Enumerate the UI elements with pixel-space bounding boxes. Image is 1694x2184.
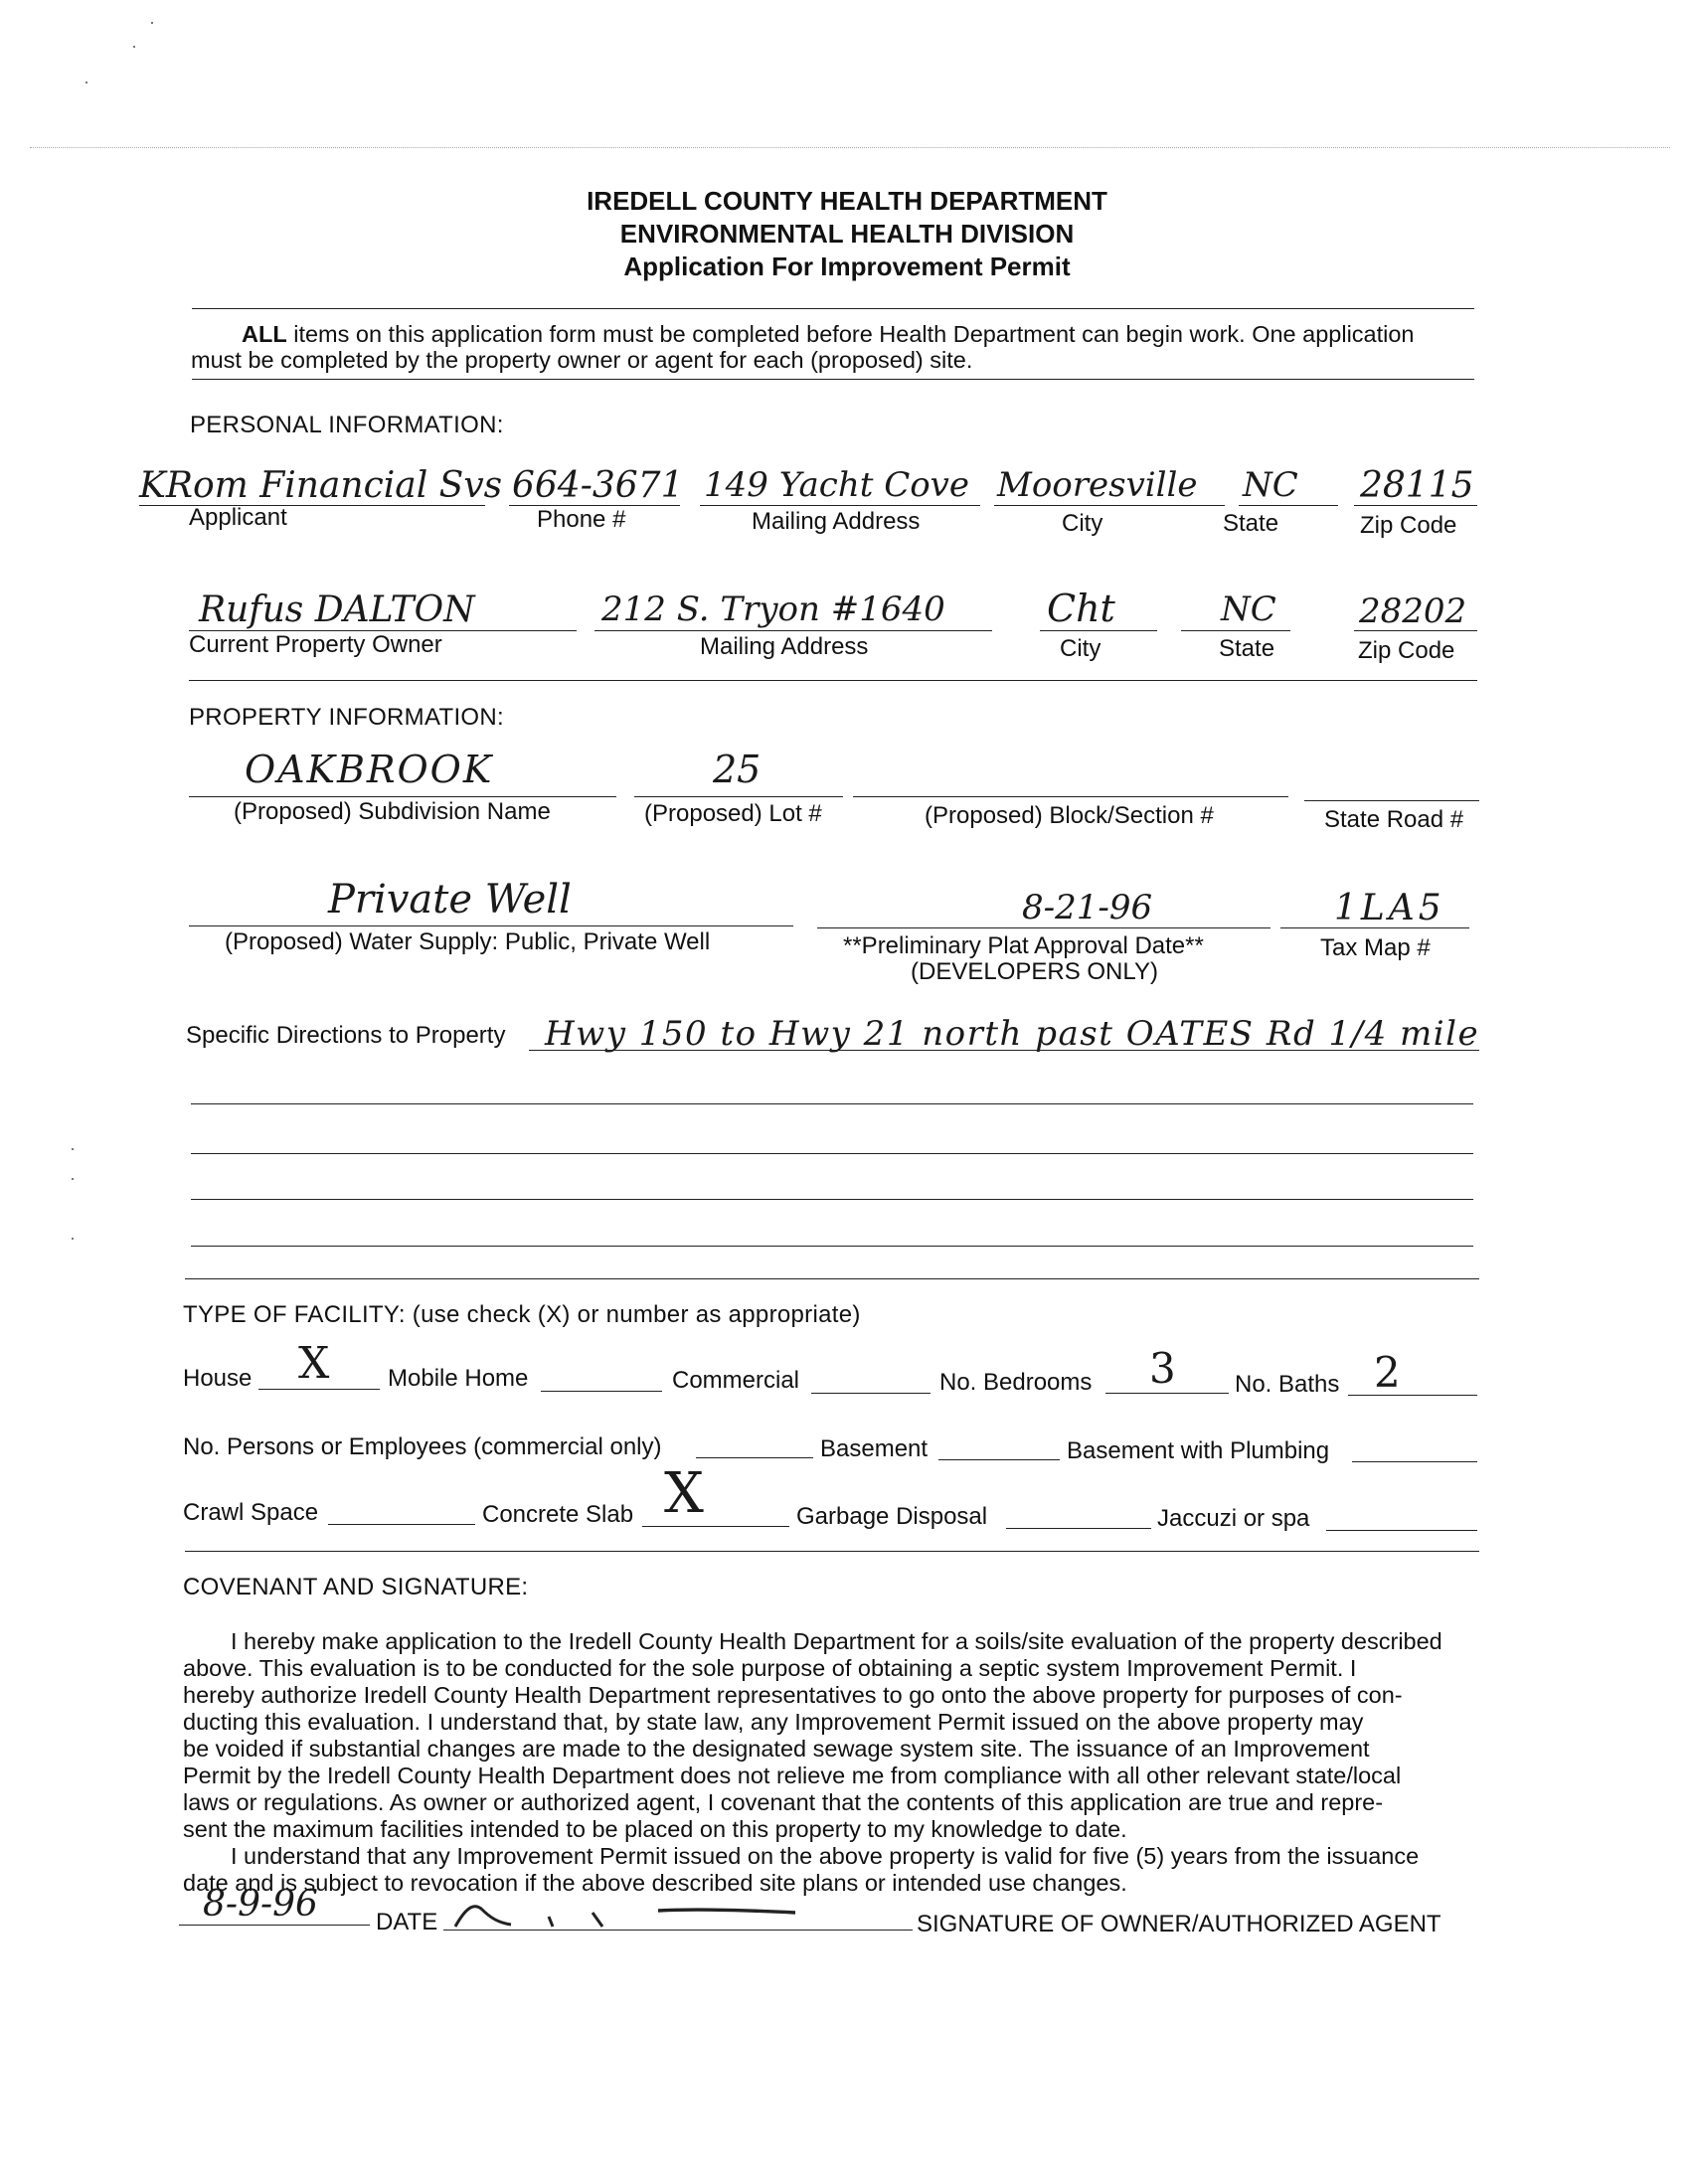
owner-city-label: City [1060,635,1101,662]
covenant-paragraph-1 [183,1628,1477,1897]
phone-value: 664-3671 [512,465,684,506]
owner-zip-line [1354,630,1477,631]
zip-value: 28115 [1360,465,1474,506]
lot-value: 25 [713,748,762,791]
baths-value: 2 [1374,1348,1401,1397]
scan-speck [72,1178,74,1180]
directions-blank-line [191,1199,1473,1200]
directions-blank-line [191,1153,1473,1154]
facility-heading: TYPE OF FACILITY: (use check (X) or number as appropriate) [183,1301,861,1328]
plat-date-value: 8-21-96 [1022,888,1153,927]
persons-line [696,1457,813,1458]
water-supply-label: (Proposed) Water Supply: Public, Private Well [225,928,711,955]
lot-label: (Proposed) Lot # [644,800,822,827]
owner-state-line [1181,630,1290,631]
state-line [1239,505,1338,506]
zip-label: Zip Code [1360,512,1457,539]
scan-speck [72,1148,74,1150]
subdivision-label: (Proposed) Subdivision Name [234,798,551,825]
applicant-label: Applicant [189,504,287,531]
form-title: Application For Improvement Permit [623,252,1071,281]
concrete-slab-line [642,1526,789,1527]
mobile-home-line [541,1391,662,1392]
concrete-slab-check: X [664,1461,704,1526]
basement-label: Basement [820,1435,929,1462]
covenant-line: be voided if substantial changes are made to the designated sewage system site. The issuance of an Improvement [183,1736,1370,1762]
directions-label: Specific Directions to Property [186,1022,506,1049]
property-info-heading: PROPERTY INFORMATION: [189,704,504,731]
rule [192,379,1474,380]
jacuzzi-label: Jaccuzi or spa [1157,1505,1310,1532]
mobile-home-label: Mobile Home [388,1365,529,1392]
owner-city-value: Cht [1047,587,1115,630]
covenant-line: I understand that any Improvement Permit issued on the above property is valid for five (5) years from the issuance [231,1843,1420,1869]
covenant-line: above. This evaluation is to be conducted for the sole purpose of obtaining a septic system Improvement Permit. I [183,1655,1357,1681]
state-road-label: State Road # [1324,806,1464,833]
directions-value: Hwy 150 to Hwy 21 north past OATES Rd 1/4 mile [545,1014,1480,1054]
bedrooms-value: 3 [1149,1344,1176,1393]
applicant-value: KRom Financial Svs [139,465,503,506]
rule [189,680,1477,681]
date-value: 8-9-96 [203,1884,318,1925]
garbage-disposal-label: Garbage Disposal [796,1503,988,1530]
owner-city-line [1040,630,1157,631]
scan-speck [72,1238,74,1240]
crawl-space-label: Crawl Space [183,1499,319,1526]
city-line [994,505,1225,506]
water-supply-line [189,925,793,926]
department-title: IREDELL COUNTY HEALTH DEPARTMENT [587,186,1107,216]
bedrooms-label: No. Bedrooms [939,1369,1093,1396]
house-line [258,1389,380,1390]
state-value: NC [1243,465,1298,505]
rule [192,308,1474,309]
subdivision-line [189,796,616,797]
tax-map-line [1280,927,1469,928]
tax-map-value: 1LA5 [1334,888,1445,928]
baths-label: No. Baths [1235,1371,1340,1398]
intro-line-2: must be completed by the property owner or agent for each (proposed) site. [191,347,973,373]
covenant-line: sent the maximum facilities intended to be placed on this property to my knowledge to date. [183,1816,1127,1842]
intro-line-1 [242,321,1415,348]
scan-speck [151,22,153,24]
block-line [853,796,1288,797]
owner-state-value: NC [1221,589,1276,629]
city-value: Mooresville [997,465,1198,505]
covenant-heading: COVENANT AND SIGNATURE: [183,1574,529,1600]
zip-line [1354,505,1477,506]
intro-bold: ALL [242,321,287,347]
plat-date-label: **Preliminary Plat Approval Date** [843,932,1204,959]
intro-text: items on this application form must be completed before Health Department can begin work. One application [286,321,1415,347]
scan-speck [133,46,135,48]
owner-mailing-value: 212 S. Tryon #1640 [601,589,945,629]
date-label: DATE [376,1909,438,1935]
scan-speck [85,82,87,84]
rule [185,1278,1479,1279]
basement-line [938,1459,1060,1460]
covenant-line: ducting this evaluation. I understand that, by state law, any Improvement Permit issued on the above property may [183,1709,1364,1735]
basement-plumbing-line [1352,1461,1477,1462]
phone-label: Phone # [537,506,626,533]
state-label: State [1223,510,1279,537]
owner-zip-value: 28202 [1359,591,1467,631]
mailing-address-label: Mailing Address [752,508,921,535]
garbage-disposal-line [1006,1528,1151,1529]
bedrooms-line [1105,1393,1229,1394]
mailing-line [700,505,980,506]
commercial-label: Commercial [672,1367,800,1394]
directions-line [529,1050,1479,1051]
owner-mailing-label: Mailing Address [700,633,869,660]
lot-line [634,796,843,797]
owner-zip-label: Zip Code [1358,637,1455,664]
owner-label: Current Property Owner [189,631,442,658]
owner-state-label: State [1219,635,1275,662]
signature-label: SIGNATURE OF OWNER/AUTHORIZED AGENT [917,1911,1441,1937]
signature-scribble [437,1889,815,1938]
personal-info-heading: PERSONAL INFORMATION: [190,412,504,438]
tax-map-label: Tax Map # [1320,934,1431,961]
mailing-address-value: 149 Yacht Cove [704,465,970,505]
crawl-space-line [328,1524,475,1525]
owner-value: Rufus DALTON [199,589,475,630]
division-title: ENVIRONMENTAL HEALTH DIVISION [619,219,1075,249]
rule [185,1551,1479,1552]
persons-label: No. Persons or Employees (commercial only) [183,1433,662,1460]
jacuzzi-line [1326,1530,1477,1531]
covenant-line: Permit by the Iredell County Health Department does not relieve me from compliance with all other relevant state/local [183,1763,1402,1788]
covenant-line: I hereby make application to the Iredell County Health Department for a soils/site evaluation of the property described [231,1628,1442,1654]
owner-mailing-line [594,630,992,631]
covenant-line: date and is subject to revocation if the above described site plans or intended use changes. [183,1870,1127,1896]
developers-only-label: (DEVELOPERS ONLY) [911,958,1158,985]
basement-plumbing-label: Basement with Plumbing [1067,1437,1330,1464]
block-label: (Proposed) Block/Section # [925,802,1214,829]
directions-blank-line [191,1103,1473,1104]
date-line [179,1925,370,1926]
plat-date-line [817,927,1270,928]
house-label: House [183,1365,253,1392]
directions-blank-line [191,1246,1473,1247]
baths-line [1348,1395,1477,1396]
covenant-line: laws or regulations. As owner or authorized agent, I covenant that the contents of this application are true and repre- [183,1789,1384,1815]
covenant-line: hereby authorize Iredell County Health Department representatives to go onto the above property for purposes of con- [183,1682,1403,1708]
state-road-line [1304,800,1479,801]
city-label: City [1062,510,1103,537]
house-check: X [298,1338,330,1389]
water-supply-value: Private Well [328,877,572,923]
subdivision-value: OAKBROOK [245,748,494,791]
commercial-line [811,1393,931,1394]
scan-edge-line [30,147,1670,148]
concrete-slab-label: Concrete Slab [482,1501,634,1528]
